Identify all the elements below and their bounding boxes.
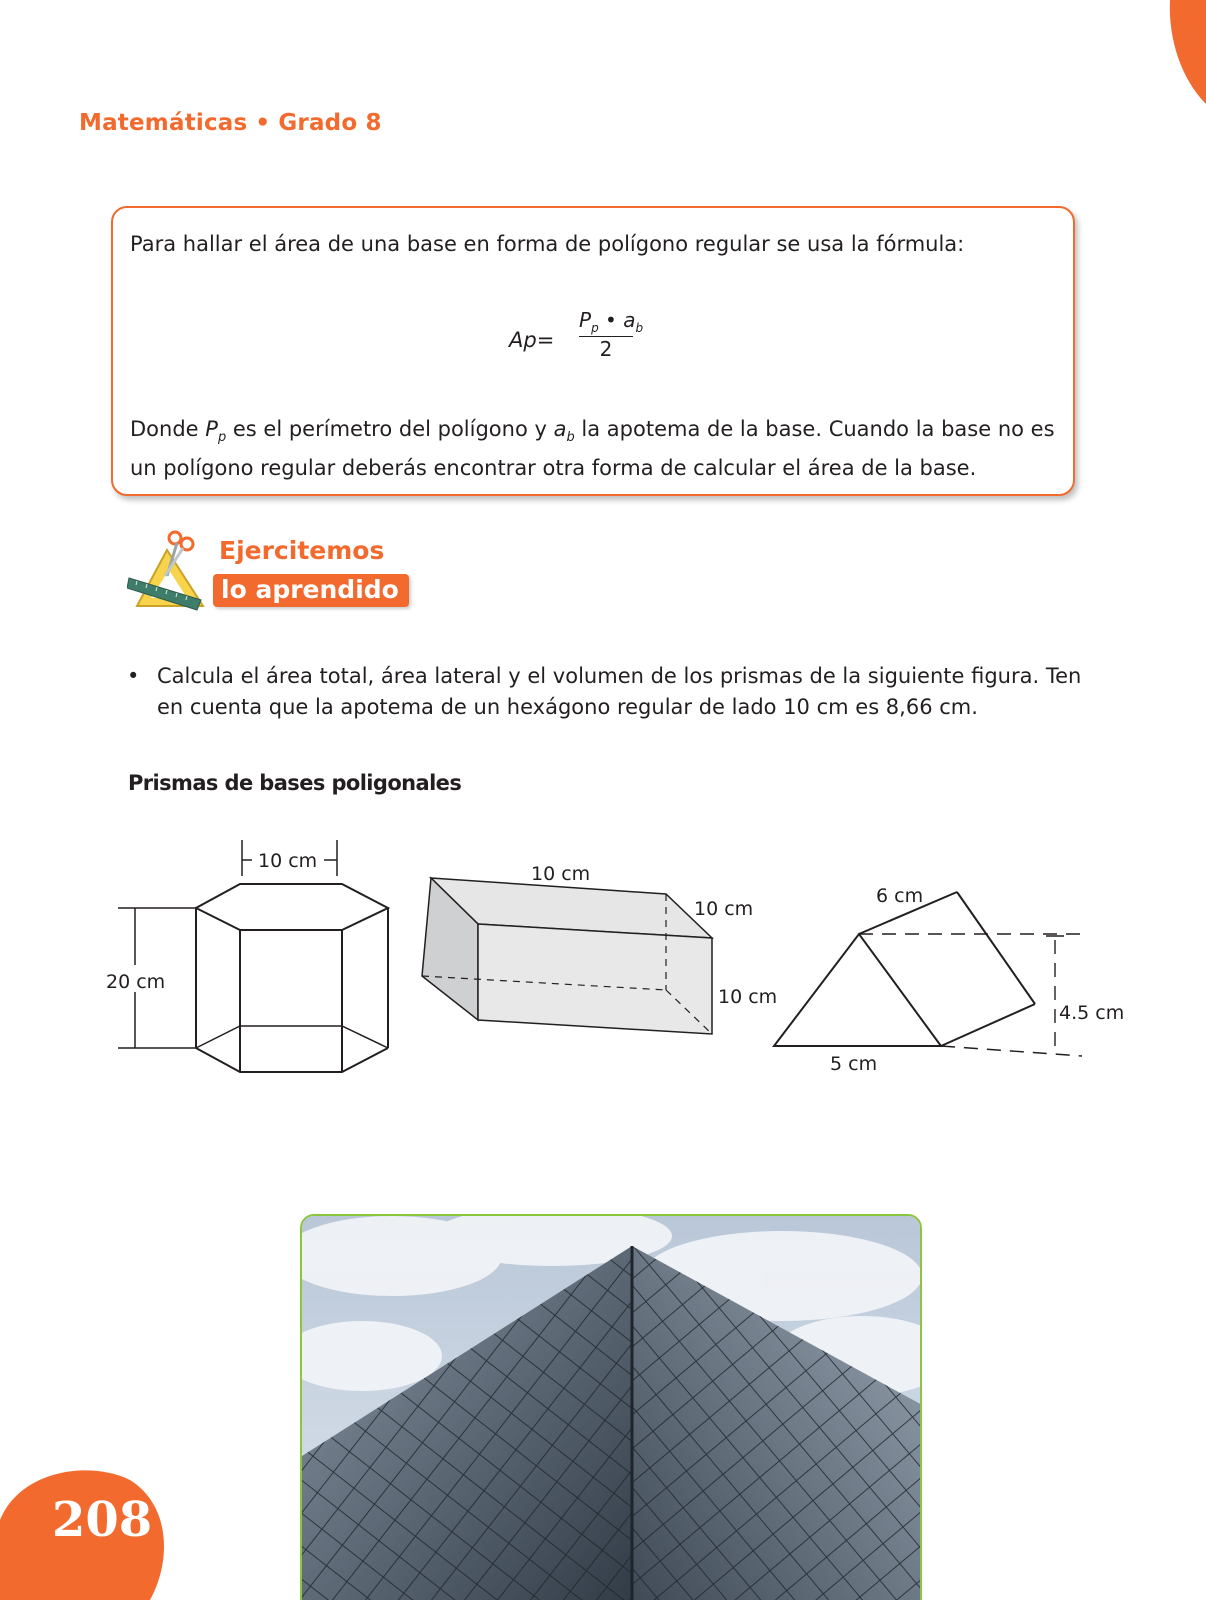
page-header: [79, 110, 382, 136]
numerator-dot: •: [598, 308, 624, 332]
badge-subtitle: lo aprendido: [213, 574, 409, 607]
outro-a: a: [553, 417, 567, 441]
outro-part-1: Donde: [130, 417, 206, 441]
outro-a-sub: b: [566, 430, 575, 446]
formula-explanation: [130, 414, 1060, 484]
rect-depth-label: 10 cm: [694, 898, 754, 920]
numerator-p: P: [579, 308, 592, 332]
formula-numerator: [579, 308, 644, 335]
formula-fraction: [579, 308, 644, 361]
outro-p: P: [205, 417, 218, 441]
bullet: •: [127, 664, 140, 688]
tri-length-label: 6 cm: [876, 885, 924, 907]
numerator-p-sub: p: [591, 321, 599, 335]
numerator-a: a: [623, 308, 636, 332]
rect-height-label: 10 cm: [718, 986, 778, 1008]
exercise-instruction: [127, 661, 1087, 723]
corner-decoration-top: [1146, 0, 1206, 110]
rectangular-prism: [422, 878, 712, 1034]
formula-box: [111, 206, 1075, 496]
scissors-ruler-icon: [127, 530, 219, 620]
formula-lhs: Ap=: [509, 328, 555, 352]
hex-height-label: 20 cm: [106, 971, 166, 993]
outro-part-2: es el perímetro del polígono y: [226, 417, 554, 441]
figure-title: Prismas de bases poligonales: [128, 771, 462, 795]
header-grade: Grado 8: [278, 110, 382, 136]
header-subject: Matemáticas: [79, 110, 248, 136]
hex-side-label: 10 cm: [258, 850, 318, 872]
tri-base-label: 5 cm: [830, 1053, 878, 1075]
numerator-a-sub: b: [635, 321, 644, 335]
rect-length-label: 10 cm: [531, 863, 591, 885]
prisms-diagram: [0, 820, 1206, 1090]
exercise-badge: [127, 530, 407, 620]
page-number: 208: [52, 1492, 153, 1548]
instruction-text: Calcula el área total, área lateral y el volumen de los prismas de la siguiente figura. Ten en cuenta que la apotema de un hexágono regular de lado 10 cm es 8,66 cm.: [157, 664, 1082, 719]
triangular-prism: [774, 892, 1082, 1056]
formula-intro: Para hallar el área de una base en forma de polígono regular se usa la fórmula:: [130, 232, 965, 256]
formula-denominator: 2: [599, 337, 613, 361]
pyramid-photo: [300, 1214, 922, 1600]
tri-height-label: 4.5 cm: [1059, 1002, 1125, 1024]
glass-pyramid-image: [302, 1216, 922, 1600]
outro-p-sub: p: [217, 430, 227, 446]
badge-title: Ejercitemos: [219, 536, 385, 565]
header-separator: •: [255, 110, 271, 136]
hexagonal-prism: [118, 840, 388, 1072]
outro-part-3: la apotema de la base. Cuando la base no es un polígono regular deberás encontrar otra forma de calcular el área de la base.: [130, 417, 1055, 481]
